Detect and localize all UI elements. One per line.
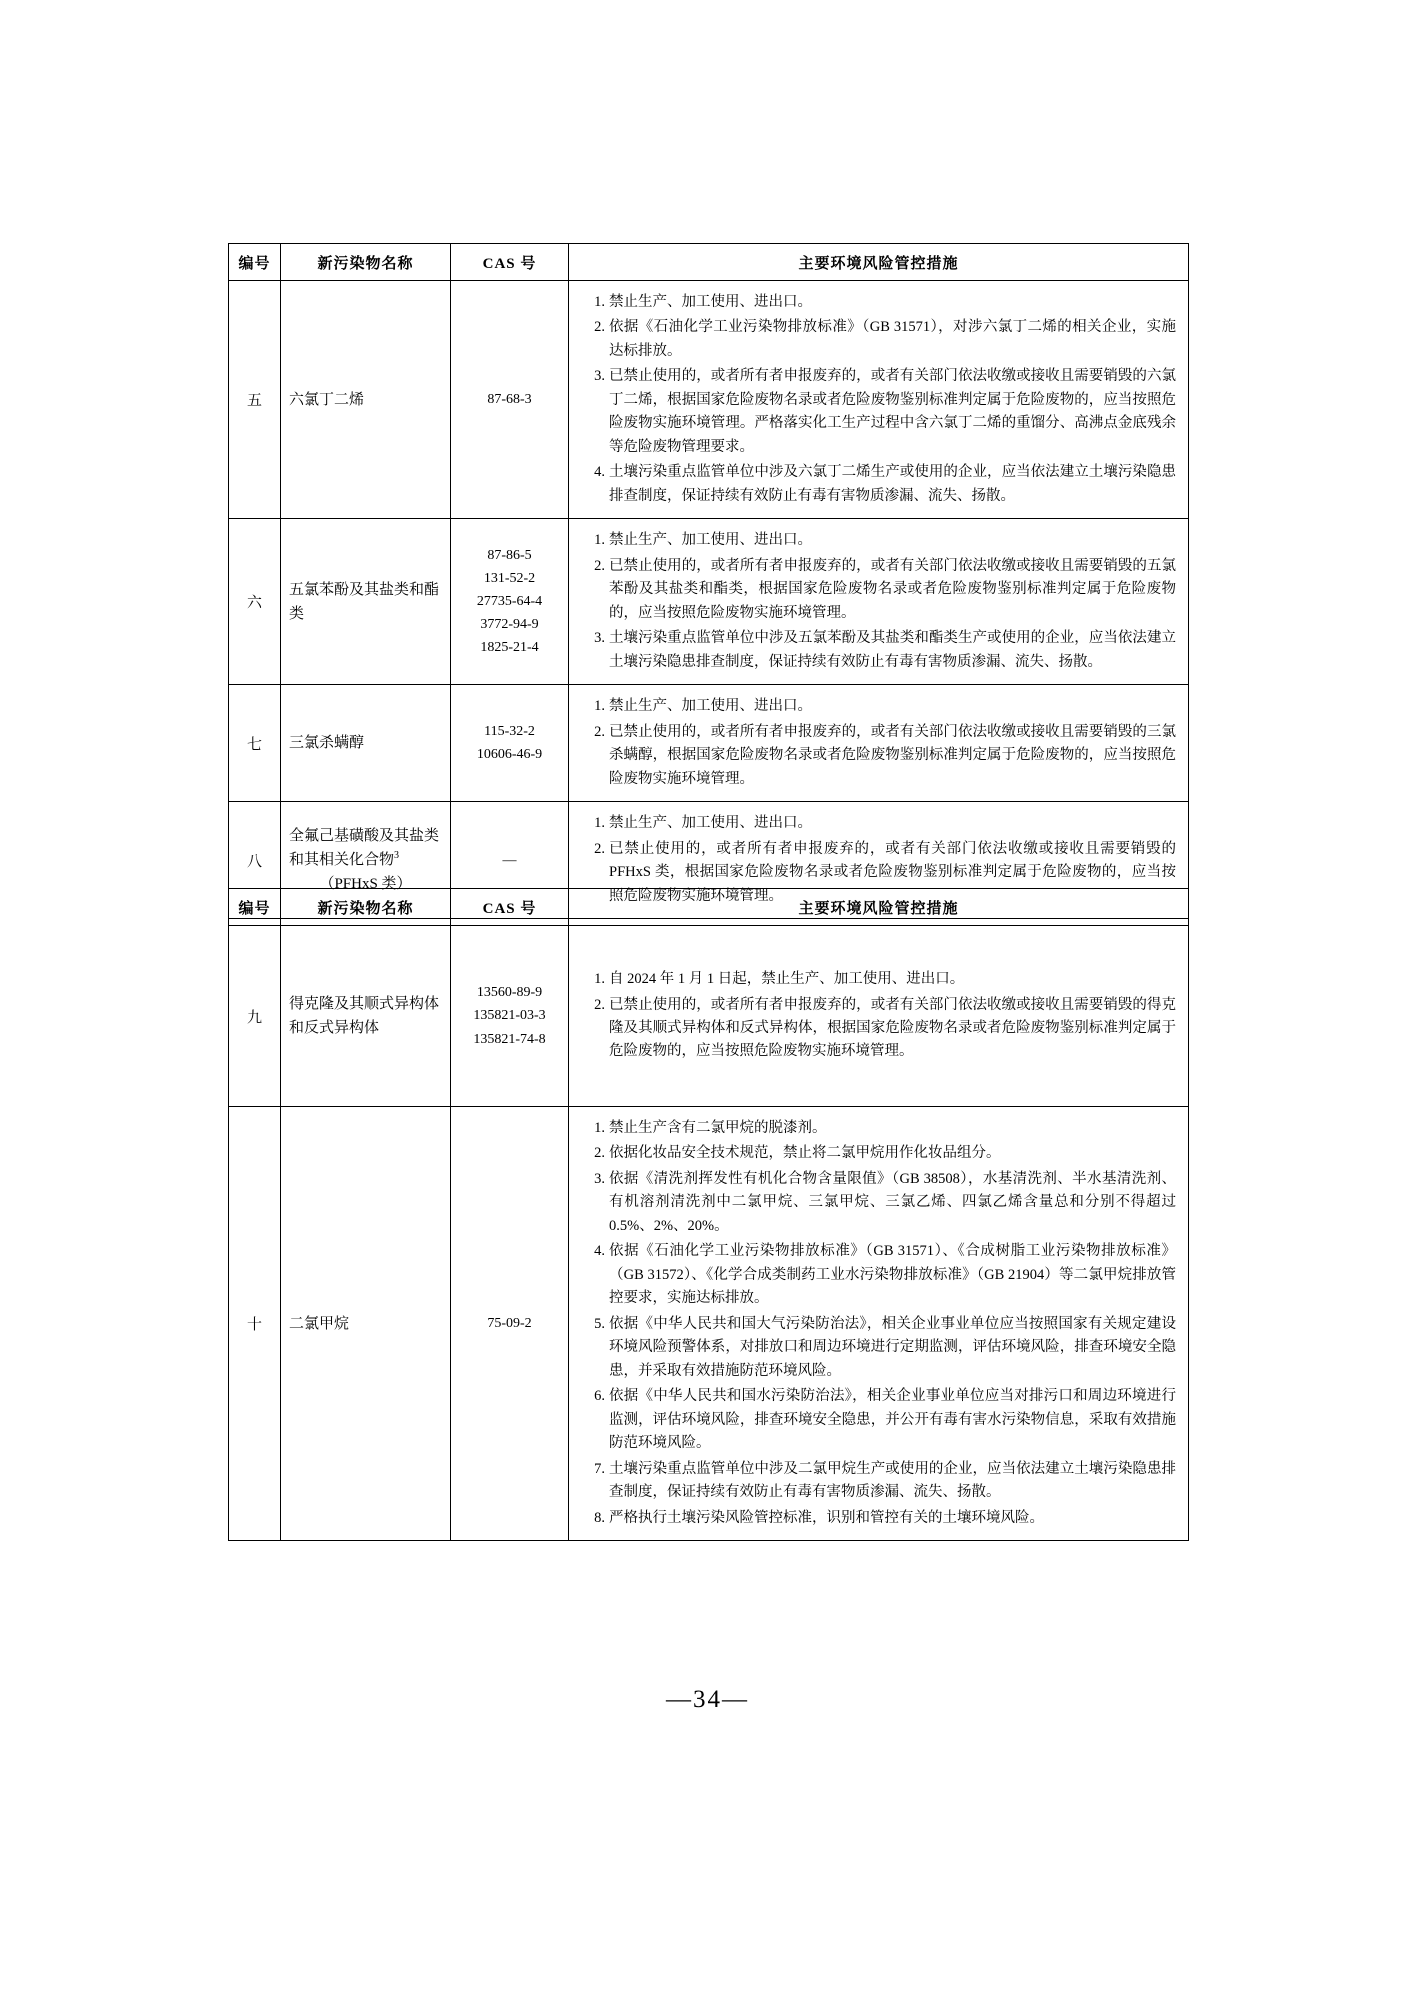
header-cell-cas: CAS 号 bbox=[451, 244, 569, 281]
table-header-row bbox=[229, 889, 1189, 926]
measure-item: 依据《中华人民共和国大气污染防治法》，相关企业事业单位应当按照国家有关规定建设环境风险预警体系，对排放口和周边环境进行定期监测，评估环境风险，排查环境安全隐患，并采取有效措施防范环境风险。 bbox=[609, 1315, 1176, 1379]
header-cell-measures: 主要环境风险管控措施 bbox=[569, 244, 1189, 281]
cas-line: 135821-03-3 bbox=[473, 1008, 546, 1024]
header-cell-no: 编号 bbox=[229, 244, 281, 281]
measure-item: 禁止生产、加工使用、进出口。 bbox=[609, 532, 812, 549]
cas-line: 87-86-5 bbox=[487, 548, 532, 564]
cas-line: 75-09-2 bbox=[487, 1316, 532, 1332]
cas-line: 3772-94-9 bbox=[480, 617, 539, 633]
cas-line: 27735-64-4 bbox=[476, 594, 543, 610]
row-pollutant-name: 二氯甲烷 bbox=[281, 1107, 451, 1541]
table-row bbox=[229, 926, 1189, 1107]
cas-line: 10606-46-9 bbox=[476, 747, 543, 763]
cas-line: 87-68-3 bbox=[487, 392, 532, 408]
measure-item: 土壤污染重点监管单位中涉及五氯苯酚及其盐类和酯类生产或使用的企业，应当依法建立土壤污染隐患排查制度，保证持续有效防止有毒有害物质渗漏、流失、扬散。 bbox=[609, 630, 1176, 670]
table-header-row bbox=[229, 244, 1189, 281]
measure-item: 严格执行土壤污染风险管控标准，识别和管控有关的土壤环境风险。 bbox=[609, 1509, 1044, 1526]
measure-item: 自 2024 年 1 月 1 日起，禁止生产、加工使用、进出口。 bbox=[609, 971, 965, 988]
measure-item: 依据化妆品安全技术规范，禁止将二氯甲烷用作化妆品组分。 bbox=[609, 1145, 1001, 1162]
pollutant-name-text: 全氟己基磺酸及其盐类和其相关化合物 bbox=[289, 828, 440, 869]
header-cell-no: 编号 bbox=[229, 889, 281, 926]
pollutant-table-1 bbox=[228, 243, 1188, 919]
measure-item: 依据《中华人民共和国水污染防治法》，相关企业事业单位应当对排污口和周边环境进行监测，评估环境风险，排查环境安全隐患，并公开有毒有害水污染物信息，采取有效措施防范环境风险。 bbox=[609, 1388, 1176, 1452]
measure-item: 禁止生产含有二氯甲烷的脱漆剂。 bbox=[609, 1120, 827, 1136]
measure-item: 依据《清洗剂挥发性有机化合物含量限值》（GB 38508），水基清洗剂、半水基清洗剂、有机溶剂清洗剂中二氯甲烷、三氯甲烷、三氯乙烯、四氯乙烯含量总和分别不得超过 0.5%、2%、20%。 bbox=[609, 1170, 1176, 1234]
row-cas-number bbox=[451, 1107, 569, 1541]
table-row bbox=[229, 1107, 1189, 1541]
row-number: 十 bbox=[229, 1107, 281, 1541]
table bbox=[228, 888, 1189, 1541]
measure-item: 依据《石油化学工业污染物排放标准》（GB 31571）、《合成树脂工业污染物排放标准》（GB 31572）、《化学合成类制药工业水污染物排放标准》（GB 21904）等二氯甲烷排放管控要求，实施达标排放。 bbox=[609, 1243, 1176, 1307]
row-number: 七 bbox=[229, 685, 281, 802]
table-row bbox=[229, 685, 1189, 802]
cas-line: 135821-74-8 bbox=[473, 1031, 546, 1047]
header-cell-name: 新污染物名称 bbox=[281, 889, 451, 926]
measure-item: 禁止生产、加工使用、进出口。 bbox=[609, 815, 812, 832]
row-cas-number bbox=[451, 685, 569, 802]
row-cas-number bbox=[451, 519, 569, 685]
measure-item: 禁止生产、加工使用、进出口。 bbox=[609, 698, 812, 715]
row-measures bbox=[569, 685, 1189, 802]
header-cell-name: 新污染物名称 bbox=[281, 244, 451, 281]
table-row bbox=[229, 519, 1189, 685]
cas-line: 131-52-2 bbox=[483, 571, 536, 587]
cas-line: 115-32-2 bbox=[484, 724, 535, 740]
row-measures bbox=[569, 519, 1189, 685]
row-number: 九 bbox=[229, 926, 281, 1107]
measure-item: 已禁止使用的，或者所有者申报废弃的，或者有关部门依法收缴或接收且需要销毁的五氯苯酚及其盐类和酯类，根据国家危险废物名录或者危险废物鉴别标准判定属于危险废物的，应当按照危险废物实施环境管理。 bbox=[609, 557, 1176, 621]
row-cas-number bbox=[451, 281, 569, 519]
measure-item: 依据《石油化学工业污染物排放标准》（GB 31571），对涉六氯丁二烯的相关企业，实施达标排放。 bbox=[609, 319, 1176, 359]
measure-item: 已禁止使用的，或者所有者申报废弃的，或者有关部门依法收缴或接收且需要销毁的 PFHxS 类，根据国家危险废物名录或者危险废物鉴别标准判定属于危险废物的，应当按照危险废物实施环境管理。 bbox=[609, 840, 1176, 904]
row-pollutant-name: 三氯杀螨醇 bbox=[281, 685, 451, 802]
measure-item: 土壤污染重点监管单位中涉及二氯甲烷生产或使用的企业，应当依法建立土壤污染隐患排查制度，保证持续有效防止有毒有害物质渗漏、流失、扬散。 bbox=[609, 1460, 1176, 1501]
row-pollutant-name: 得克隆及其顺式异构体和反式异构体 bbox=[281, 926, 451, 1107]
row-cas-number bbox=[451, 926, 569, 1107]
measure-item: 土壤污染重点监管单位中涉及六氯丁二烯生产或使用的企业，应当依法建立土壤污染隐患排查制度，保证持续有效防止有毒有害物质渗漏、流失、扬散。 bbox=[609, 464, 1176, 504]
row-measures bbox=[569, 281, 1189, 519]
pollutant-table-2 bbox=[228, 888, 1188, 1541]
row-number: 六 bbox=[229, 519, 281, 685]
cas-line: — bbox=[502, 852, 517, 868]
measure-item: 已禁止使用的，或者所有者申报废弃的，或者有关部门依法收缴或接收且需要销毁的得克隆及其顺式异构体和反式异构体，根据国家危险废物名录或者危险废物鉴别标准判定属于危险废物的，应当按照危险废物实施环境管理。 bbox=[609, 996, 1176, 1060]
pollutant-name-abbr: （PFHxS 类） bbox=[319, 876, 412, 893]
measure-item: 已禁止使用的，或者所有者申报废弃的，或者有关部门依法收缴或接收且需要销毁的六氯丁二烯，根据国家危险废物名录或者危险废物鉴别标准判定属于危险废物的，应当按照危险废物实施环境管理。严格落实化工生产过程中含六氯丁二烯的重馏分、高沸点金底残余等危险废物管理要求。 bbox=[609, 368, 1176, 455]
page-number: —34— bbox=[666, 1686, 749, 1713]
row-pollutant-name: 五氯苯酚及其盐类和酯类 bbox=[281, 519, 451, 685]
header-cell-measures: 主要环境风险管控措施 bbox=[569, 889, 1189, 926]
measure-item: 禁止生产、加工使用、进出口。 bbox=[609, 294, 812, 310]
table bbox=[228, 243, 1189, 919]
measure-item: 已禁止使用的，或者所有者申报废弃的，或者有关部门依法收缴或接收且需要销毁的三氯杀螨醇，根据国家危险废物名录或者危险废物鉴别标准判定属于危险废物的，应当按照危险废物实施环境管理。 bbox=[609, 723, 1176, 787]
cas-line: 1825-21-4 bbox=[480, 640, 539, 656]
table-row bbox=[229, 281, 1189, 519]
cas-line: 13560-89-9 bbox=[476, 985, 543, 1001]
row-number: 八 bbox=[229, 802, 281, 919]
header-cell-cas: CAS 号 bbox=[451, 889, 569, 926]
row-measures bbox=[569, 1107, 1189, 1541]
footnote-marker: 3 bbox=[394, 850, 400, 862]
row-pollutant-name: 六氯丁二烯 bbox=[281, 281, 451, 519]
row-measures bbox=[569, 926, 1189, 1107]
row-number: 五 bbox=[229, 281, 281, 519]
